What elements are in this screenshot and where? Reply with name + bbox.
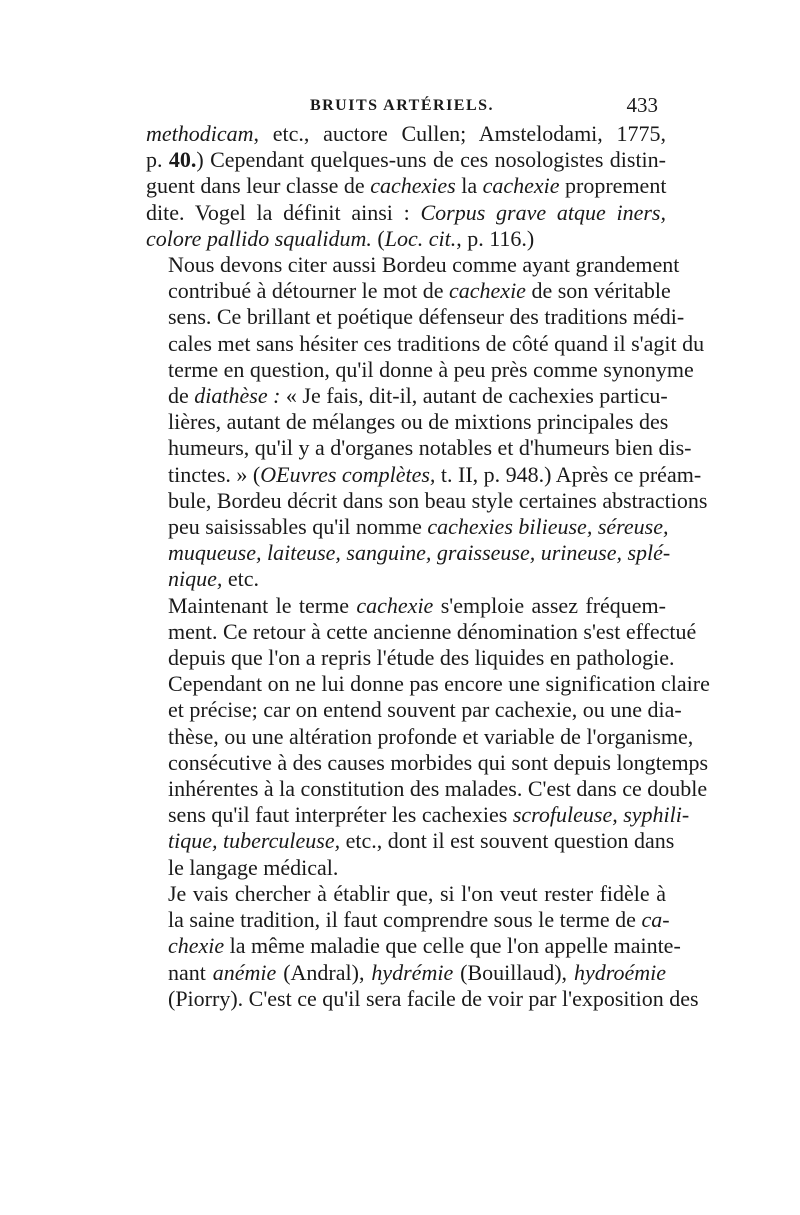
text-line bbox=[146, 200, 666, 226]
text-run: « Je fais, dit-il, autant de cachexies particu- bbox=[280, 383, 668, 409]
italic-text: anémie bbox=[212, 959, 277, 985]
text-run: sens. Ce brillant et poétique défenseur des traditions médi- bbox=[168, 304, 685, 330]
text-line bbox=[146, 645, 675, 671]
text-line bbox=[146, 356, 694, 383]
italic-text: scrofuleuse, syphili- bbox=[512, 802, 690, 828]
text-line bbox=[146, 985, 699, 1012]
text-run: nant bbox=[168, 959, 213, 985]
text-run: de son véritable bbox=[525, 278, 671, 304]
text-run: proprement bbox=[559, 173, 667, 199]
italic-text: cachexie bbox=[482, 173, 560, 199]
text-run: depuis que l'on a repris l'étude des liquides en pathologie. bbox=[168, 645, 675, 671]
text-run: la bbox=[455, 173, 483, 199]
text-line bbox=[146, 749, 709, 776]
italic-text: colore pallido squalidum. bbox=[146, 225, 372, 251]
text-run: inhérentes à la constitution des malades. C'est dans ce double bbox=[168, 776, 708, 802]
text-line bbox=[146, 960, 666, 986]
text-line bbox=[146, 435, 692, 461]
text-run: , p. 116.) bbox=[456, 225, 535, 251]
text-line bbox=[146, 304, 685, 330]
text-line bbox=[146, 514, 669, 540]
text-line bbox=[146, 487, 708, 514]
text-line bbox=[146, 697, 682, 723]
text-run: tinctes. » ( bbox=[168, 461, 261, 487]
text-line bbox=[146, 226, 666, 252]
running-title: BRUITS ARTÉRIELS. bbox=[309, 97, 495, 114]
text-line bbox=[146, 907, 670, 933]
italic-text: tique, tuberculeuse, bbox=[168, 828, 341, 854]
text-run: terme en question, qu'il donne à peu près comme synonyme bbox=[168, 356, 694, 382]
text-run: consécutive à des causes morbides qui sont depuis longtemps bbox=[168, 749, 709, 775]
text-run: le langage médical. bbox=[168, 854, 339, 880]
text-line bbox=[146, 671, 710, 697]
italic-text: Loc. cit. bbox=[384, 225, 457, 251]
text-line bbox=[146, 252, 680, 278]
text-run: Maintenant le terme bbox=[168, 592, 357, 618]
bold-text: 40. bbox=[168, 147, 197, 173]
text-run: guent dans leur classe de bbox=[146, 173, 371, 199]
text-run: thèse, ou une altération profonde et variable de l'organisme, bbox=[168, 723, 694, 749]
text-run: p. bbox=[146, 147, 169, 173]
paragraph bbox=[146, 592, 710, 881]
text-line bbox=[146, 461, 702, 488]
paragraph bbox=[146, 252, 708, 593]
text-line bbox=[146, 173, 666, 199]
italic-text: cachexie bbox=[449, 278, 526, 304]
text-run: et précise; car on entend souvent par cachexie, ou une dia- bbox=[168, 697, 682, 723]
text-line bbox=[146, 383, 666, 409]
text-run: , etc., auctore Cullen; Amstelodami, 1775, bbox=[253, 121, 666, 146]
body-text bbox=[146, 121, 710, 1012]
text-run: sens qu'il faut interpréter les cachexies bbox=[168, 802, 513, 828]
text-run: la même maladie que celle que l'on appelle mainte- bbox=[224, 933, 681, 959]
text-run: ment. Ce retour à cette ancienne dénomination s'est effectué bbox=[168, 618, 697, 644]
text-line bbox=[146, 828, 675, 854]
text-line bbox=[146, 723, 694, 750]
text-line bbox=[146, 855, 666, 881]
text-run: contribué à détourner le mot de bbox=[168, 278, 450, 304]
text-line bbox=[146, 881, 666, 907]
text-run: (Bouillaud), bbox=[453, 959, 574, 985]
text-line bbox=[146, 933, 681, 959]
page-header bbox=[146, 93, 658, 119]
text-run: cales met sans hésiter ces traditions de côté quand il s'agit du bbox=[168, 330, 705, 356]
text-line bbox=[146, 593, 666, 619]
text-run: de bbox=[168, 383, 195, 409]
page-number: 433 bbox=[626, 93, 658, 117]
text-line bbox=[146, 566, 666, 592]
text-line bbox=[146, 776, 708, 802]
text-run: etc. bbox=[222, 566, 260, 592]
italic-text: cachexies bbox=[370, 173, 456, 199]
text-line bbox=[146, 147, 666, 173]
text-line bbox=[146, 330, 705, 357]
italic-text: methodicam bbox=[146, 121, 254, 146]
paragraph bbox=[146, 880, 699, 1012]
text-run: ( bbox=[371, 225, 385, 251]
italic-text: hydrémie bbox=[371, 959, 454, 985]
text-line bbox=[146, 540, 671, 566]
text-run: Je vais chercher à établir que, si l'on veut rester fidèle à bbox=[168, 880, 666, 906]
italic-text: chexie bbox=[168, 933, 225, 959]
italic-text: cachexies bilieuse, séreuse, bbox=[427, 514, 669, 540]
italic-text: ca- bbox=[641, 907, 670, 933]
italic-text: Corpus grave atque iners, bbox=[420, 199, 666, 225]
text-line bbox=[146, 121, 666, 147]
italic-text: muqueuse, laiteuse, sanguine, graisseuse, urineuse, splé- bbox=[168, 540, 671, 566]
italic-text: nique, bbox=[168, 566, 223, 592]
text-run: ) Cependant quelques-uns de ces nosologistes distin- bbox=[196, 147, 666, 173]
text-line bbox=[146, 409, 669, 435]
text-run: Nous devons citer aussi Bordeu comme ayant grandement bbox=[168, 252, 680, 278]
text-run: dite. Vogel la définit ainsi : bbox=[146, 199, 421, 225]
text-run: peu saisissables qu'il nomme bbox=[168, 514, 428, 540]
text-run: (Piorry). C'est ce qu'il sera facile de voir par l'exposition des bbox=[168, 985, 699, 1011]
text-line bbox=[146, 618, 697, 645]
text-run: t. II, p. 948.) Après ce préam- bbox=[435, 461, 702, 487]
text-run: bule, Bordeu décrit dans son beau style certaines abstractions bbox=[168, 487, 708, 513]
italic-text: diathèse : bbox=[194, 383, 281, 409]
italic-text: OEuvres complètes, bbox=[260, 461, 436, 487]
text-run: etc., dont il est souvent question dans bbox=[340, 828, 675, 854]
italic-text: hydroémie bbox=[573, 959, 666, 985]
text-run: humeurs, qu'il y a d'organes notables et d'humeurs bien dis- bbox=[168, 435, 692, 461]
text-run: la saine tradition, il faut comprendre sous le terme de bbox=[168, 907, 642, 933]
text-run: lières, autant de mélanges ou de mixtions principales des bbox=[168, 409, 669, 435]
paragraph bbox=[146, 121, 666, 252]
text-run: Cependant on ne lui donne pas encore une signification claire bbox=[168, 671, 710, 697]
text-run: s'emploie assez fréquem- bbox=[433, 592, 666, 618]
text-line bbox=[146, 278, 671, 304]
text-line bbox=[146, 802, 690, 828]
italic-text: cachexie bbox=[356, 592, 434, 618]
text-run: (Andral), bbox=[276, 959, 372, 985]
